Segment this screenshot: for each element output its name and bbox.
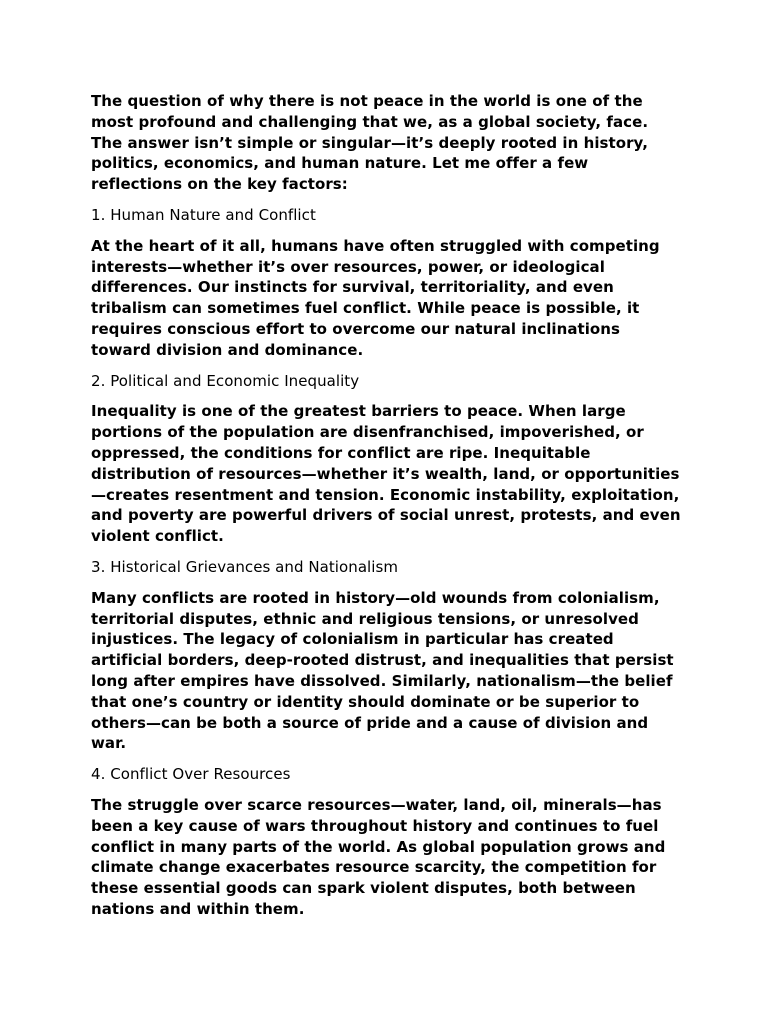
section-body-resources: The struggle over scarce resources—water, land, oil, minerals—has been a key cause of wars throughout history and continues to fuel conflict in many parts of the world. As global population grows and climate change exacerbates resource scarcity, the competition for these essential goods can spark violent disputes, both between nations and within them. — [91, 795, 666, 918]
document-page — [91, 91, 681, 930]
section-heading-human-nature: 1. Human Nature and Conflict — [91, 205, 316, 224]
section-heading-resources: 4. Conflict Over Resources — [91, 765, 291, 784]
section-body-human-nature: At the heart of it all, humans have often struggled with competing interests—whether it’s over resources, power, or ideological differences. Our instincts for survival, territoriality, and even tribalism can sometimes fuel conflict. While peace is possible, it requires conscious effort to overcome our natural inclinations toward division and dominance. — [91, 236, 660, 359]
section-heading-historical-grievances: 3. Historical Grievances and Nationalism — [91, 557, 399, 576]
section-body-historical-grievances: Many conflicts are rooted in history—old wounds from colonialism, territorial disputes, ethnic and religious tensions, or unresolved injustices. The legacy of colonialism in particular has created artificial borders, deep-rooted distrust, and inequalities that persist long after empires have dissolved. Similarly, nationalism—the belief that one’s country or identity should dominate or be superior to others—can be both a source of pride and a cause of division and war. — [91, 588, 674, 753]
section-heading-inequality: 2. Political and Economic Inequality — [91, 371, 360, 390]
section-body-inequality: Inequality is one of the greatest barriers to peace. When large portions of the population are disenfranchised, impoverished, or oppressed, the conditions for conflict are ripe. Inequitable distribution of resources—whether it’s wealth, land, or opportunities—creates resentment and tension. Economic instability, exploitation, and poverty are powerful drivers of social unrest, protests, and even violent conflict. — [91, 402, 681, 546]
intro-paragraph: The question of why there is not peace in the world is one of the most profound and challenging that we, as a global society, face. The answer isn’t simple or singular—it’s deeply rooted in history, politics, economics, and human nature. Let me offer a few reflections on the key factors: — [91, 92, 649, 194]
